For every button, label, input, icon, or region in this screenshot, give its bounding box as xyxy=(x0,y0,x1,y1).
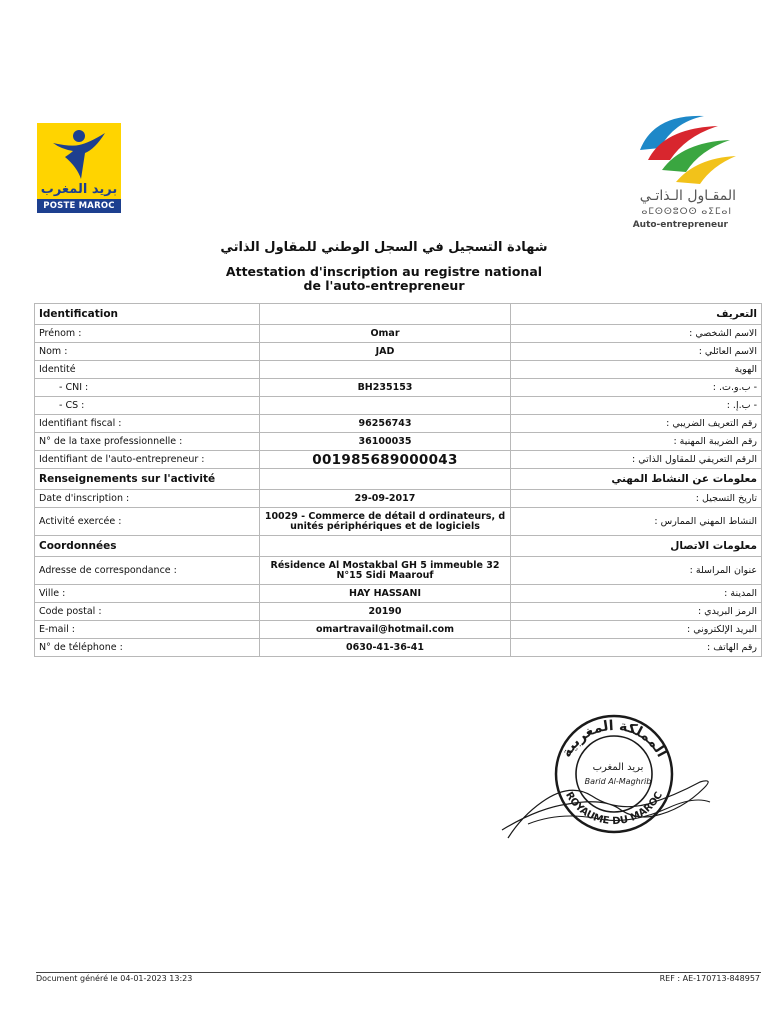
row-label-french: Ville : xyxy=(35,585,260,603)
table-row-code-postal xyxy=(35,603,762,621)
row-label-french: Identifiant fiscal : xyxy=(35,415,260,433)
row-value: 10029 - Commerce de détail d ordinateurs, d unités périphériques et de logiciels xyxy=(260,508,511,536)
row-label-french: Date d'inscription : xyxy=(35,490,260,508)
document-title-french-line1: Attestation d'inscription au registre national xyxy=(225,264,543,279)
document-title-french xyxy=(0,265,768,293)
table-row-telephone xyxy=(35,639,762,657)
poste-bird-icon xyxy=(51,127,107,181)
table-row-activite-exercee xyxy=(35,508,762,536)
stamp-inner-arabic: بريد المغرب xyxy=(592,762,644,773)
row-value: omartravail@hotmail.com xyxy=(260,621,511,639)
row-value: 20190 xyxy=(260,603,511,621)
row-value: HAY HASSANI xyxy=(260,585,511,603)
row-label-french: Activité exercée : xyxy=(35,508,260,536)
table-row-date-inscription xyxy=(35,490,762,508)
table-row-ville xyxy=(35,585,762,603)
row-label-french: - CNI : xyxy=(35,379,260,397)
row-value: 36100035 xyxy=(260,433,511,451)
official-stamp xyxy=(498,712,720,852)
stamp-bottom-text: ROYAUME DU MAROC xyxy=(563,790,665,828)
table-row-nom xyxy=(35,343,762,361)
auto-entrepreneur-swoosh-icon xyxy=(634,110,738,188)
footer-generated-date: Document généré le 04-01-2023 13:23 xyxy=(36,974,193,983)
poste-logo-arabic: بريد المغرب xyxy=(40,182,118,197)
stamp-top-text: المملكة المغربية xyxy=(558,717,670,761)
attestation-table xyxy=(34,303,762,657)
section-title-french: Identification xyxy=(35,304,260,325)
section-title-arabic: معلومات الاتصال xyxy=(511,536,762,557)
document-title-french-line2: de l'auto-entrepreneur xyxy=(303,278,465,293)
table-row-cs xyxy=(35,397,762,415)
auto-entrepreneur-logo-arabic: المقـاول الـذاتـي xyxy=(639,188,736,204)
row-value: Omar xyxy=(260,325,511,343)
row-value: BH235153 xyxy=(260,379,511,397)
table-row-email xyxy=(35,621,762,639)
table-row-prenom xyxy=(35,325,762,343)
row-label-arabic: - ب.و.ت. : xyxy=(511,379,762,397)
auto-entrepreneur-logo xyxy=(628,110,740,234)
section-spacer xyxy=(260,304,511,325)
row-label-arabic: الاسم الشخصي : xyxy=(511,325,762,343)
section-title-arabic: معلومات عن النشاط المهني xyxy=(511,469,762,490)
row-value xyxy=(260,397,511,415)
row-value: JAD xyxy=(260,343,511,361)
section-spacer xyxy=(260,536,511,557)
row-label-french: E-mail : xyxy=(35,621,260,639)
row-label-french: Adresse de correspondance : xyxy=(35,557,260,585)
row-label-arabic: - ب.إ. : xyxy=(511,397,762,415)
row-label-arabic: تاريخ التسجيل : xyxy=(511,490,762,508)
poste-logo-latin: POSTE MAROC xyxy=(37,199,121,213)
section-title-french: Coordonnées xyxy=(35,536,260,557)
table-row-identite xyxy=(35,361,762,379)
row-label-french: N° de téléphone : xyxy=(35,639,260,657)
section-header-activite xyxy=(35,469,762,490)
row-label-arabic: الرمز البريدي : xyxy=(511,603,762,621)
row-label-french: Code postal : xyxy=(35,603,260,621)
row-label-french: Nom : xyxy=(35,343,260,361)
signature-scribble xyxy=(502,781,708,838)
footer-reference: REF : AE-170713-848957 xyxy=(659,974,760,983)
row-label-arabic: الرقم التعريفي للمقاول الذاتي : xyxy=(511,451,762,469)
table-row-identifiant-auto-entrepreneur xyxy=(35,451,762,469)
row-label-arabic: الهوية xyxy=(511,361,762,379)
row-label-french: - CS : xyxy=(35,397,260,415)
table-row-taxe-professionnelle xyxy=(35,433,762,451)
row-label-french: N° de la taxe professionnelle : xyxy=(35,433,260,451)
row-label-french: Identifiant de l'auto-entrepreneur : xyxy=(35,451,260,469)
row-value: Résidence Al Mostakbal GH 5 immeuble 32 N°15 Sidi Maarouf xyxy=(260,557,511,585)
table-row-cni xyxy=(35,379,762,397)
stamp-inner-latin: Barid Al-Maghrib xyxy=(584,777,652,786)
row-value: 0630-41-36-41 xyxy=(260,639,511,657)
row-label-arabic: المدينة : xyxy=(511,585,762,603)
auto-entrepreneur-logo-tifinagh: ⴰⵎⵙⵙⵓⵔⵙ ⴰⵉⵎⴰⵏ xyxy=(641,207,732,217)
section-header-coordonnees xyxy=(35,536,762,557)
auto-entrepreneur-logo-latin: Auto-entrepreneur xyxy=(632,220,728,230)
table-row-identifiant-fiscal xyxy=(35,415,762,433)
row-value xyxy=(260,361,511,379)
footer-divider xyxy=(36,972,761,973)
row-label-arabic: رقم التعريف الضريبي : xyxy=(511,415,762,433)
section-title-arabic: التعريف xyxy=(511,304,762,325)
row-value: 001985689000043 xyxy=(260,451,511,469)
row-label-french: Prénom : xyxy=(35,325,260,343)
section-spacer xyxy=(260,469,511,490)
poste-maroc-logo xyxy=(37,123,121,213)
section-title-french: Renseignements sur l'activité xyxy=(35,469,260,490)
row-value: 96256743 xyxy=(260,415,511,433)
row-label-arabic: النشاط المهني الممارس : xyxy=(511,508,762,536)
document-title-arabic: شهادة التسجيل في السجل الوطني للمقاول الذاتي xyxy=(220,240,548,255)
row-label-arabic: البريد الإلكتروني : xyxy=(511,621,762,639)
row-label-arabic: رقم الضريبة المهنية : xyxy=(511,433,762,451)
row-label-arabic: رقم الهاتف : xyxy=(511,639,762,657)
row-label-arabic: عنوان المراسلة : xyxy=(511,557,762,585)
row-label-french: Identité xyxy=(35,361,260,379)
section-header-identification xyxy=(35,304,762,325)
table-row-adresse xyxy=(35,557,762,585)
row-value: 29-09-2017 xyxy=(260,490,511,508)
row-label-arabic: الاسم العائلي : xyxy=(511,343,762,361)
